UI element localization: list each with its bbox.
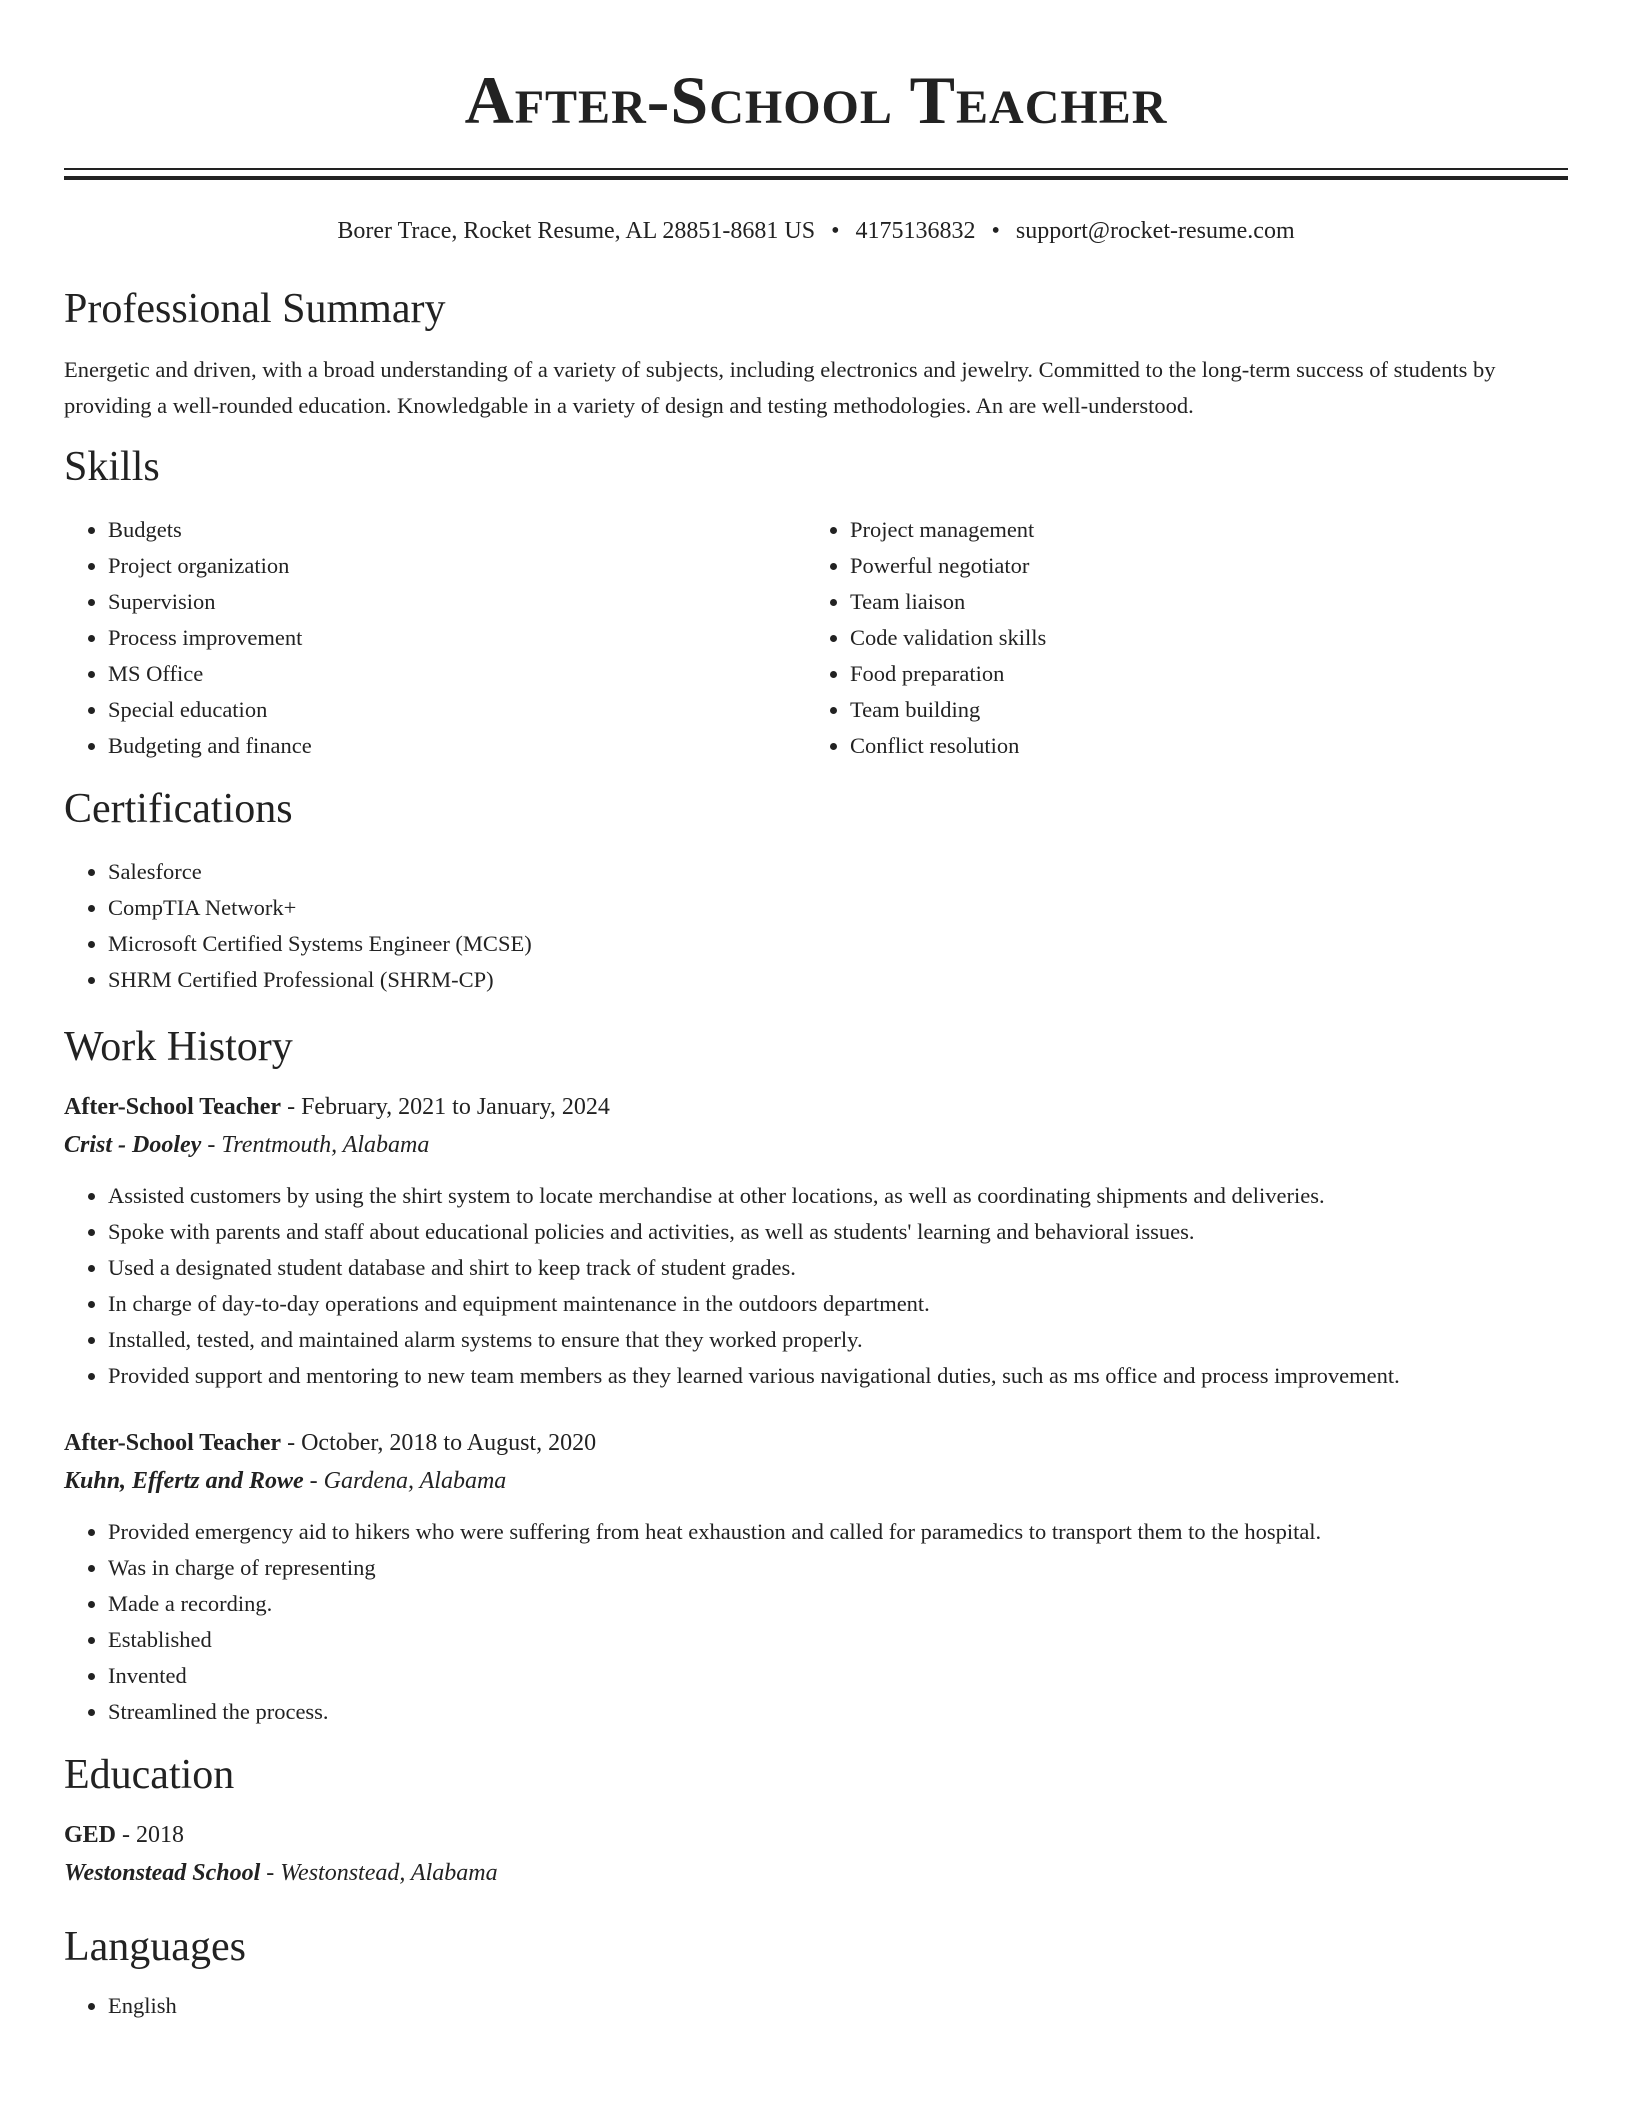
job-bullet: • Was in charge of representing (108, 1550, 1568, 1586)
job-dates: October, 2018 to August, 2020 (301, 1430, 597, 1456)
skill-item: • Project management (850, 512, 1548, 548)
contact-email[interactable]: support@rocket-resume.com (1015, 218, 1295, 244)
education-school: Westonstead School (64, 1860, 261, 1886)
education-heading: Education (64, 1752, 235, 1798)
job-bullet: • Streamlined the process. (108, 1694, 1568, 1730)
job-bullet: • Spoke with parents and staff about educational policies and activities, as well as students' learning and behavioral issues. (108, 1214, 1568, 1250)
certifications-heading: Certifications (64, 786, 293, 832)
work-history-heading: Work History (64, 1024, 293, 1070)
title-rule-thin (64, 168, 1568, 170)
contact-line (64, 216, 1568, 246)
education-degree: GED (64, 1822, 117, 1848)
skill-item: • Powerful negotiator (850, 548, 1548, 584)
certification-item: • CompTIA Network+ (108, 890, 1568, 926)
skill-item: • Conflict resolution (850, 728, 1548, 764)
skill-item: • Special education (108, 692, 806, 728)
job-company-line: Kuhn, Effertz and Rowe - Gardena, Alabama (64, 1468, 507, 1494)
skills-column-left (64, 512, 806, 764)
contact-address: Borer Trace, Rocket Resume, AL 28851-8681 US (337, 218, 816, 244)
education-degree-line: GED - 2018 (64, 1822, 185, 1848)
job-bullets (64, 1178, 1568, 1394)
job-company: Kuhn, Effertz and Rowe (64, 1468, 304, 1494)
skill-item: • MS Office (108, 656, 806, 692)
job-bullet: • Invented (108, 1658, 1568, 1694)
job-bullet: • In charge of day-to-day operations and equipment maintenance in the outdoors department. (108, 1286, 1568, 1322)
certification-item: • SHRM Certified Professional (SHRM-CP) (108, 962, 1568, 998)
skills-column-right (806, 512, 1548, 764)
job-bullet: • Assisted customers by using the shirt system to locate merchandise at other locations, as well as coordinating shipments and deliveries. (108, 1178, 1568, 1214)
education-entry (64, 1816, 1568, 1892)
skill-item: • Code validation skills (850, 620, 1548, 656)
skill-item: • Project organization (108, 548, 806, 584)
title-rule-thick (64, 176, 1568, 180)
language-item: • English (108, 1988, 1568, 2024)
job-bullet: • Provided support and mentoring to new team members as they learned various navigational duties, such as ms office and process improvement. (108, 1358, 1568, 1394)
job-bullet: • Installed, tested, and maintained alarm systems to ensure that they worked properly. (108, 1322, 1568, 1358)
resume-title: After-School Teacher (464, 62, 1168, 138)
education-year: 2018 (136, 1822, 185, 1848)
job-title-line: After-School Teacher - October, 2018 to August, 2020 (64, 1430, 597, 1456)
job-location: Gardena, Alabama (323, 1468, 507, 1494)
job-company: Crist - Dooley (64, 1132, 202, 1158)
job-dates: February, 2021 to January, 2024 (301, 1094, 610, 1120)
contact-separator: • (831, 218, 840, 244)
skill-item: • Process improvement (108, 620, 806, 656)
certification-item: • Salesforce (108, 854, 1568, 890)
skill-item: • Budgets (108, 512, 806, 548)
skill-item: • Food preparation (850, 656, 1548, 692)
certifications-list (64, 854, 1568, 998)
summary-text: Energetic and driven, with a broad understanding of a variety of subjects, including electronics and jewelry. Committed to the long-term success of students by providing a well-rounded education. Knowledgable in a variety of design and testing methodologies. An are well-understood. (64, 357, 1496, 418)
job-bullet: • Established (108, 1622, 1568, 1658)
skills-heading: Skills (64, 444, 160, 490)
skill-item: • Budgeting and finance (108, 728, 806, 764)
languages-heading: Languages (64, 1924, 246, 1970)
job-entry (64, 1424, 1568, 1730)
contact-separator: • (991, 218, 1000, 244)
skills-list (64, 512, 1568, 764)
job-bullets (64, 1514, 1568, 1730)
job-role: After-School Teacher (64, 1094, 282, 1120)
job-company-line: Crist - Dooley - Trentmouth, Alabama (64, 1132, 430, 1158)
job-location: Trentmouth, Alabama (221, 1132, 430, 1158)
skill-item: • Team liaison (850, 584, 1548, 620)
contact-phone: 4175136832 (855, 218, 976, 244)
job-title-line: After-School Teacher - February, 2021 to January, 2024 (64, 1094, 610, 1120)
languages-list (64, 1988, 1568, 2024)
skill-item: • Supervision (108, 584, 806, 620)
education-location: Westonstead, Alabama (280, 1860, 498, 1886)
skill-item: • Team building (850, 692, 1548, 728)
certification-item: • Microsoft Certified Systems Engineer (MCSE) (108, 926, 1568, 962)
job-bullet: • Made a recording. (108, 1586, 1568, 1622)
job-role: After-School Teacher (64, 1430, 282, 1456)
summary-heading: Professional Summary (64, 286, 446, 332)
job-bullet: • Provided emergency aid to hikers who were suffering from heat exhaustion and called for paramedics to transport them to the hospital. (108, 1514, 1568, 1550)
job-bullet: • Used a designated student database and shirt to keep track of student grades. (108, 1250, 1568, 1286)
education-school-line: Westonstead School - Westonstead, Alabama (64, 1860, 498, 1886)
job-entry (64, 1088, 1568, 1394)
